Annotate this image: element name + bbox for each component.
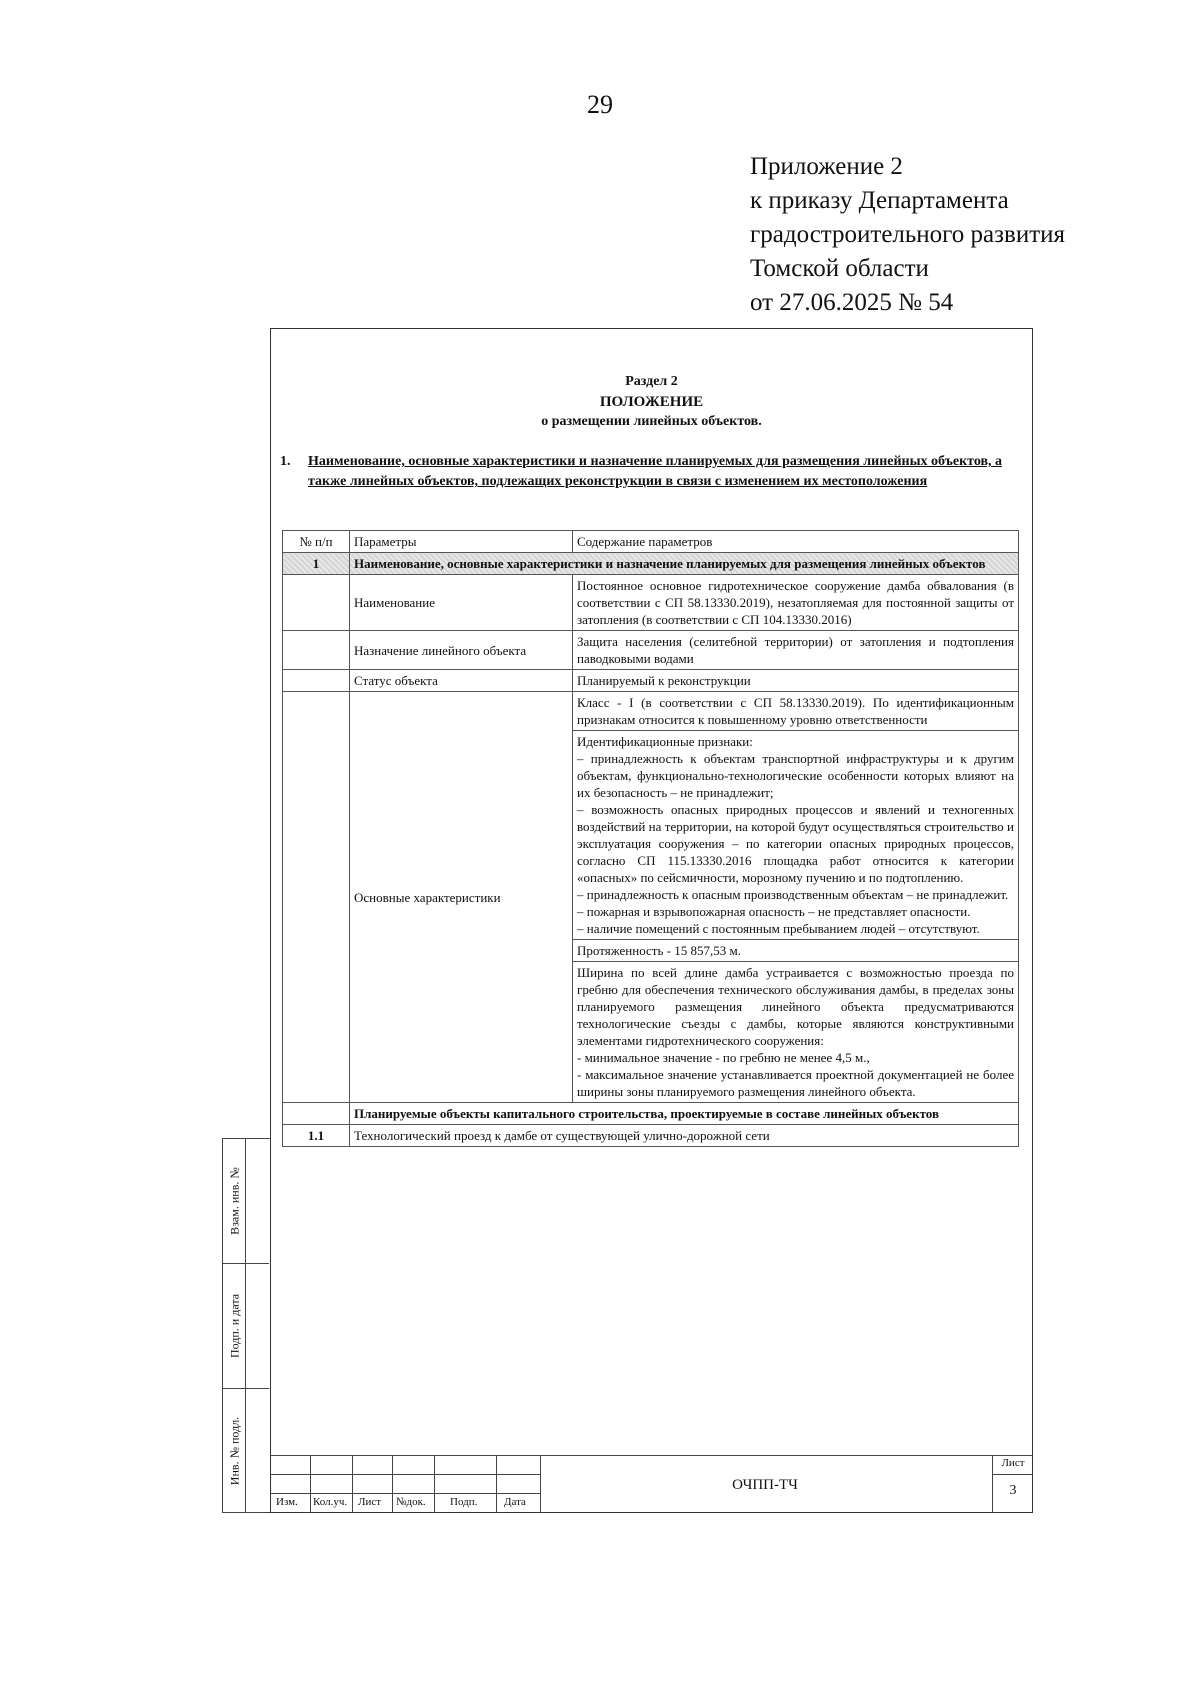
appendix-line: градостроительного развития: [750, 221, 1066, 248]
stamp-col-label: №док.: [396, 1496, 426, 1508]
param-value: Защита населения (селитебной территории) от затопления и подтопления паводковыми водами: [573, 631, 1019, 670]
param-label: Наименование: [350, 575, 573, 631]
table-row: [283, 1125, 1019, 1147]
table-row: [283, 692, 1019, 731]
sheet-box: [992, 1455, 1033, 1513]
header-content: Содержание параметров: [573, 531, 1019, 553]
appendix-line: Приложение 2: [750, 153, 903, 180]
param-value: Протяженность - 15 857,53 м.: [573, 940, 1019, 962]
table-row: [283, 575, 1019, 631]
sheet-label: Лист: [1001, 1457, 1025, 1469]
param-value-width: Ширина по всей длине дамба устраивается с возможностью проезда по гребню для обеспечения технического обслуживания дамбы, в пределах зоны планируемого размещения линейного объекта предусматриваются технологические съезды с дамбы, которые являются конструктивными элементами гидротехнического сооружения: - минимальное значение - по гребню не менее 4,5 м., - максимальное значение устанавливается проектной документацией не более ширины зоны планируемого размещения линейного объекта.: [573, 962, 1019, 1103]
planned-objects-title: Планируемые объекты капитального строительства, проектируемые в составе линейных объектов: [350, 1103, 1019, 1125]
stamp-col-label: Изм.: [276, 1496, 298, 1508]
stamp-col-label: Дата: [504, 1496, 526, 1508]
param-label: Статус объекта: [350, 670, 573, 692]
appendix-block: [750, 150, 1065, 320]
page-number: 29: [587, 90, 613, 119]
row-text: Технологический проезд к дамбе от существующей улично-дорожной сети: [350, 1125, 1019, 1147]
parameters-table: [282, 530, 1019, 1147]
stamp-col-label: Кол.уч.: [313, 1496, 348, 1508]
table-row: [283, 670, 1019, 692]
param-value: Планируемый к реконструкции: [573, 670, 1019, 692]
table-header-row: [283, 531, 1019, 553]
stamp-col-label: Лист: [358, 1496, 382, 1508]
section-subtitle: о размещении линейных объектов.: [541, 414, 762, 429]
stamp-col-label: Подп.: [450, 1496, 478, 1508]
row-number: 1.1: [283, 1125, 350, 1147]
heading-1-text: Наименование, основные характеристики и назначение планируемых для размещения линейных объектов, а также линейных объектов, подлежащих реконструкции в связи с изменением их местоположения: [308, 454, 1003, 489]
table-row: [283, 1103, 1019, 1125]
section-row-title: Наименование, основные характеристики и назначение планируемых для размещения линейных объектов: [350, 553, 1019, 575]
param-label: Основные характеристики: [350, 692, 573, 1103]
title-block: [270, 1455, 1033, 1513]
side-stamp: [222, 1138, 270, 1513]
heading-1: [280, 452, 1020, 492]
side-stamp-label: Инв. № подл.: [227, 1416, 242, 1485]
header-param: Параметры: [350, 531, 573, 553]
side-stamp-label: Подп. и дата: [227, 1293, 242, 1359]
document-code: ОЧПП-ТЧ: [732, 1477, 798, 1493]
heading-1-number: 1.: [280, 454, 291, 469]
param-value: Класс - I (в соответствии с СП 58.13330.2019). По идентификационным признакам относится к повышенному уровню ответственности: [573, 692, 1019, 731]
section-row-num: 1: [283, 553, 350, 575]
appendix-line: Томской области: [750, 255, 929, 282]
table-row: [283, 631, 1019, 670]
section-heading: [270, 372, 1033, 432]
header-num: № п/п: [283, 531, 350, 553]
param-label: Назначение линейного объекта: [350, 631, 573, 670]
sheet-number: 3: [1009, 1483, 1017, 1498]
appendix-line: от 27.06.2025 № 54: [750, 289, 954, 316]
section-title: ПОЛОЖЕНИЕ: [599, 394, 704, 410]
param-value-identification: Идентификационные признаки: – принадлежность к объектам транспортной инфраструктуры и к другим объектам, функционально-технологические особенности которых влияют на их безопасность – не принадлежит; – возможность опасных природных процессов и явлений и техногенных воздействий на территории, на которой будут осуществляться строительство и эксплуатация сооружения – по категории опасных природных процессов, согласно СП 115.13330.2016 площадка работ относится к категории «опасных» по сейсмичности, морозному пучению и по подтоплению. – принадлежность к опасным производственным объектам – не принадлежит. – пожарная и взрывопожарная опасность – не представляет опасности. – наличие помещений с постоянным пребыванием людей – отсутствуют.: [573, 731, 1019, 940]
section-row: [283, 553, 1019, 575]
param-value: Постоянное основное гидротехническое сооружение дамба обвалования (в соответствии с СП 58.13330.2019), незатопляемая для постоянной защиты от затопления (в соответствии с СП 104.13330.2016): [573, 575, 1019, 631]
section-label: Раздел 2: [625, 374, 678, 389]
appendix-line: к приказу Департамента: [750, 187, 1009, 214]
side-stamp-label: Взам. инв. №: [227, 1167, 242, 1235]
